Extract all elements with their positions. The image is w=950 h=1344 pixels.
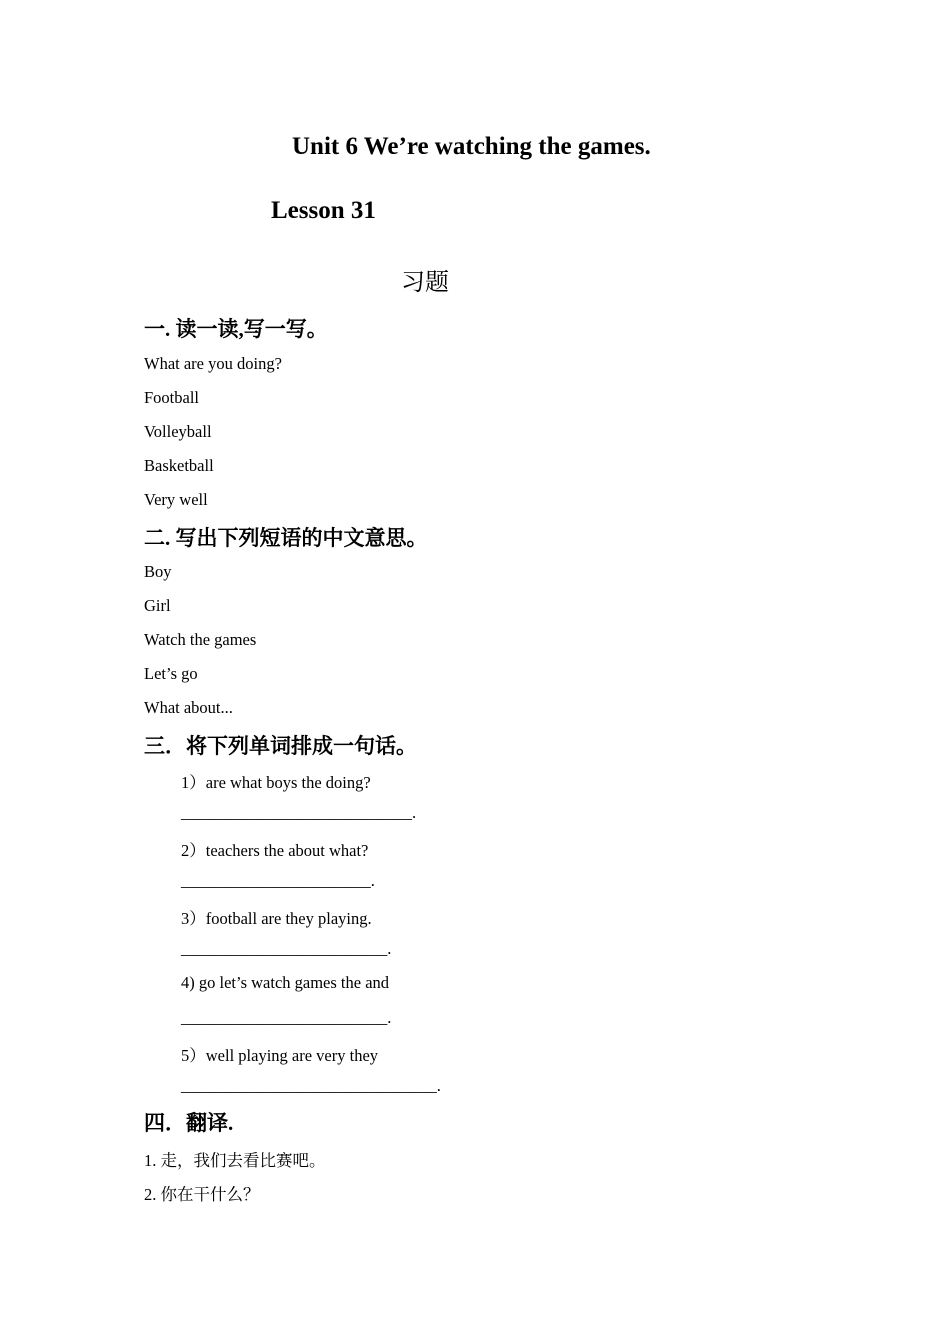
section1-item: What are you doing?	[144, 354, 282, 373]
section1-item: Very well	[144, 490, 208, 509]
answer-blank: _______________________________.	[181, 1076, 441, 1095]
section3-prompt: 3）football are they playing.	[181, 909, 372, 928]
section3-prompt: 1）are what boys the doing?	[181, 773, 371, 792]
section3-prompt: 2）teachers the about what?	[181, 841, 369, 860]
section2-item: Boy	[144, 562, 172, 581]
section1-heading: 一. 读一读,写一写。	[144, 317, 328, 341]
answer-blank: _________________________.	[181, 939, 392, 958]
section1-item: Basketball	[144, 456, 214, 475]
section1-item: Volleyball	[144, 422, 212, 441]
answer-blank: _________________________.	[181, 1008, 392, 1027]
section3-prompt: 5）well playing are very they	[181, 1046, 379, 1065]
section2-item: Let’s go	[144, 664, 198, 683]
section2-item: What about...	[144, 698, 233, 717]
section4-item: 2. 你在干什么？	[144, 1185, 260, 1204]
answer-blank: ____________________________.	[181, 803, 417, 822]
section1-item: Football	[144, 388, 200, 407]
section2-item: Watch the games	[144, 630, 257, 649]
exercise-subtitle: 习题	[401, 270, 449, 296]
answer-blank: _______________________.	[181, 871, 375, 890]
section4-heading: 四．翻译.	[144, 1111, 234, 1135]
section4-item: 1. 走，我们去看比赛吧。	[144, 1151, 326, 1170]
lesson-title: Lesson 31	[271, 197, 376, 224]
section2-item: Girl	[144, 596, 171, 615]
document-title: Unit 6 We’re watching the games.	[292, 133, 651, 160]
section2-heading: 二. 写出下列短语的中文意思。	[144, 526, 428, 550]
section3-heading: 三．将下列单词排成一句话。	[144, 734, 417, 758]
section3-prompt: 4) go let’s watch games the and	[181, 973, 390, 992]
